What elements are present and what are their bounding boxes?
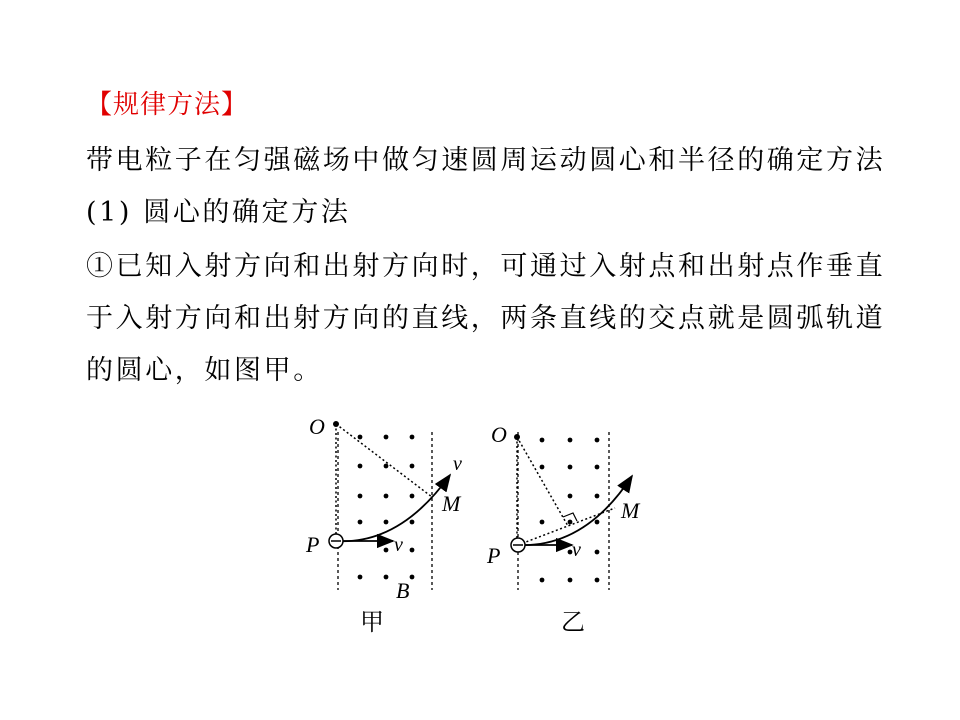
field-dot — [595, 520, 600, 525]
label-v-exit: v — [453, 453, 462, 475]
field-dot — [540, 438, 545, 443]
paragraph-subheading: (1) 圆心的确定方法 — [86, 197, 351, 228]
field-dot — [384, 548, 389, 553]
field-dot — [410, 575, 415, 580]
radius-line-om — [336, 424, 432, 497]
perpendicular-bisector — [517, 437, 568, 526]
field-dot — [595, 550, 600, 555]
caption-a: 甲 — [360, 608, 384, 636]
field-dot — [568, 578, 573, 583]
field-dot — [410, 548, 415, 553]
label-p: P — [306, 532, 320, 557]
field-dot — [410, 464, 415, 469]
field-dot — [384, 520, 389, 525]
field-dot — [595, 465, 600, 470]
field-dot — [384, 435, 389, 440]
paragraph-body-line-1: ①已知入射方向和出射方向时，可通过入射点和出射点作垂直 — [86, 251, 886, 282]
label-o: O — [309, 414, 325, 439]
field-dot — [410, 494, 415, 499]
field-dot — [384, 464, 389, 469]
magnetic-field-dots — [540, 438, 600, 583]
field-dot — [568, 494, 573, 499]
label-m: M — [442, 491, 461, 516]
field-dot — [358, 464, 363, 469]
field-dot — [540, 578, 545, 583]
field-dot — [568, 438, 573, 443]
trajectory-arc — [336, 475, 450, 541]
paragraph-title: 带电粒子在匀强磁场中做匀速圆周运动圆心和半径的确定方法 — [86, 145, 886, 176]
center-point-o — [333, 421, 339, 427]
label-m: M — [621, 498, 640, 523]
field-dot — [384, 575, 389, 580]
field-dot — [358, 520, 363, 525]
label-v-entry: v — [394, 534, 403, 556]
section-heading: 【规律方法】 — [86, 90, 249, 120]
trajectory-arc — [518, 476, 632, 545]
field-dot — [595, 578, 600, 583]
field-dot — [410, 435, 415, 440]
field-dot — [358, 494, 363, 499]
label-o: O — [491, 422, 507, 447]
field-dot — [540, 520, 545, 525]
field-dot — [568, 520, 573, 525]
figure-a-diagram — [300, 405, 470, 640]
label-v-entry: v — [572, 539, 581, 561]
paragraph-body-line-2: 于入射方向和出射方向的直线，两条直线的交点就是圆弧轨道 — [86, 303, 886, 334]
paragraph-body-line-3: 的圆心，如图甲。 — [86, 355, 323, 386]
figure-b-diagram — [480, 405, 650, 640]
label-p: P — [487, 543, 501, 568]
field-dot — [358, 435, 363, 440]
center-point-o — [514, 434, 520, 440]
field-dot — [595, 494, 600, 499]
field-dot — [384, 494, 389, 499]
field-dot — [358, 575, 363, 580]
field-dot — [410, 520, 415, 525]
field-dot — [568, 465, 573, 470]
caption-b: 乙 — [561, 608, 585, 636]
field-dot — [595, 438, 600, 443]
field-dot — [540, 465, 545, 470]
label-b: B — [396, 578, 410, 603]
magnetic-field-dots — [358, 435, 415, 580]
